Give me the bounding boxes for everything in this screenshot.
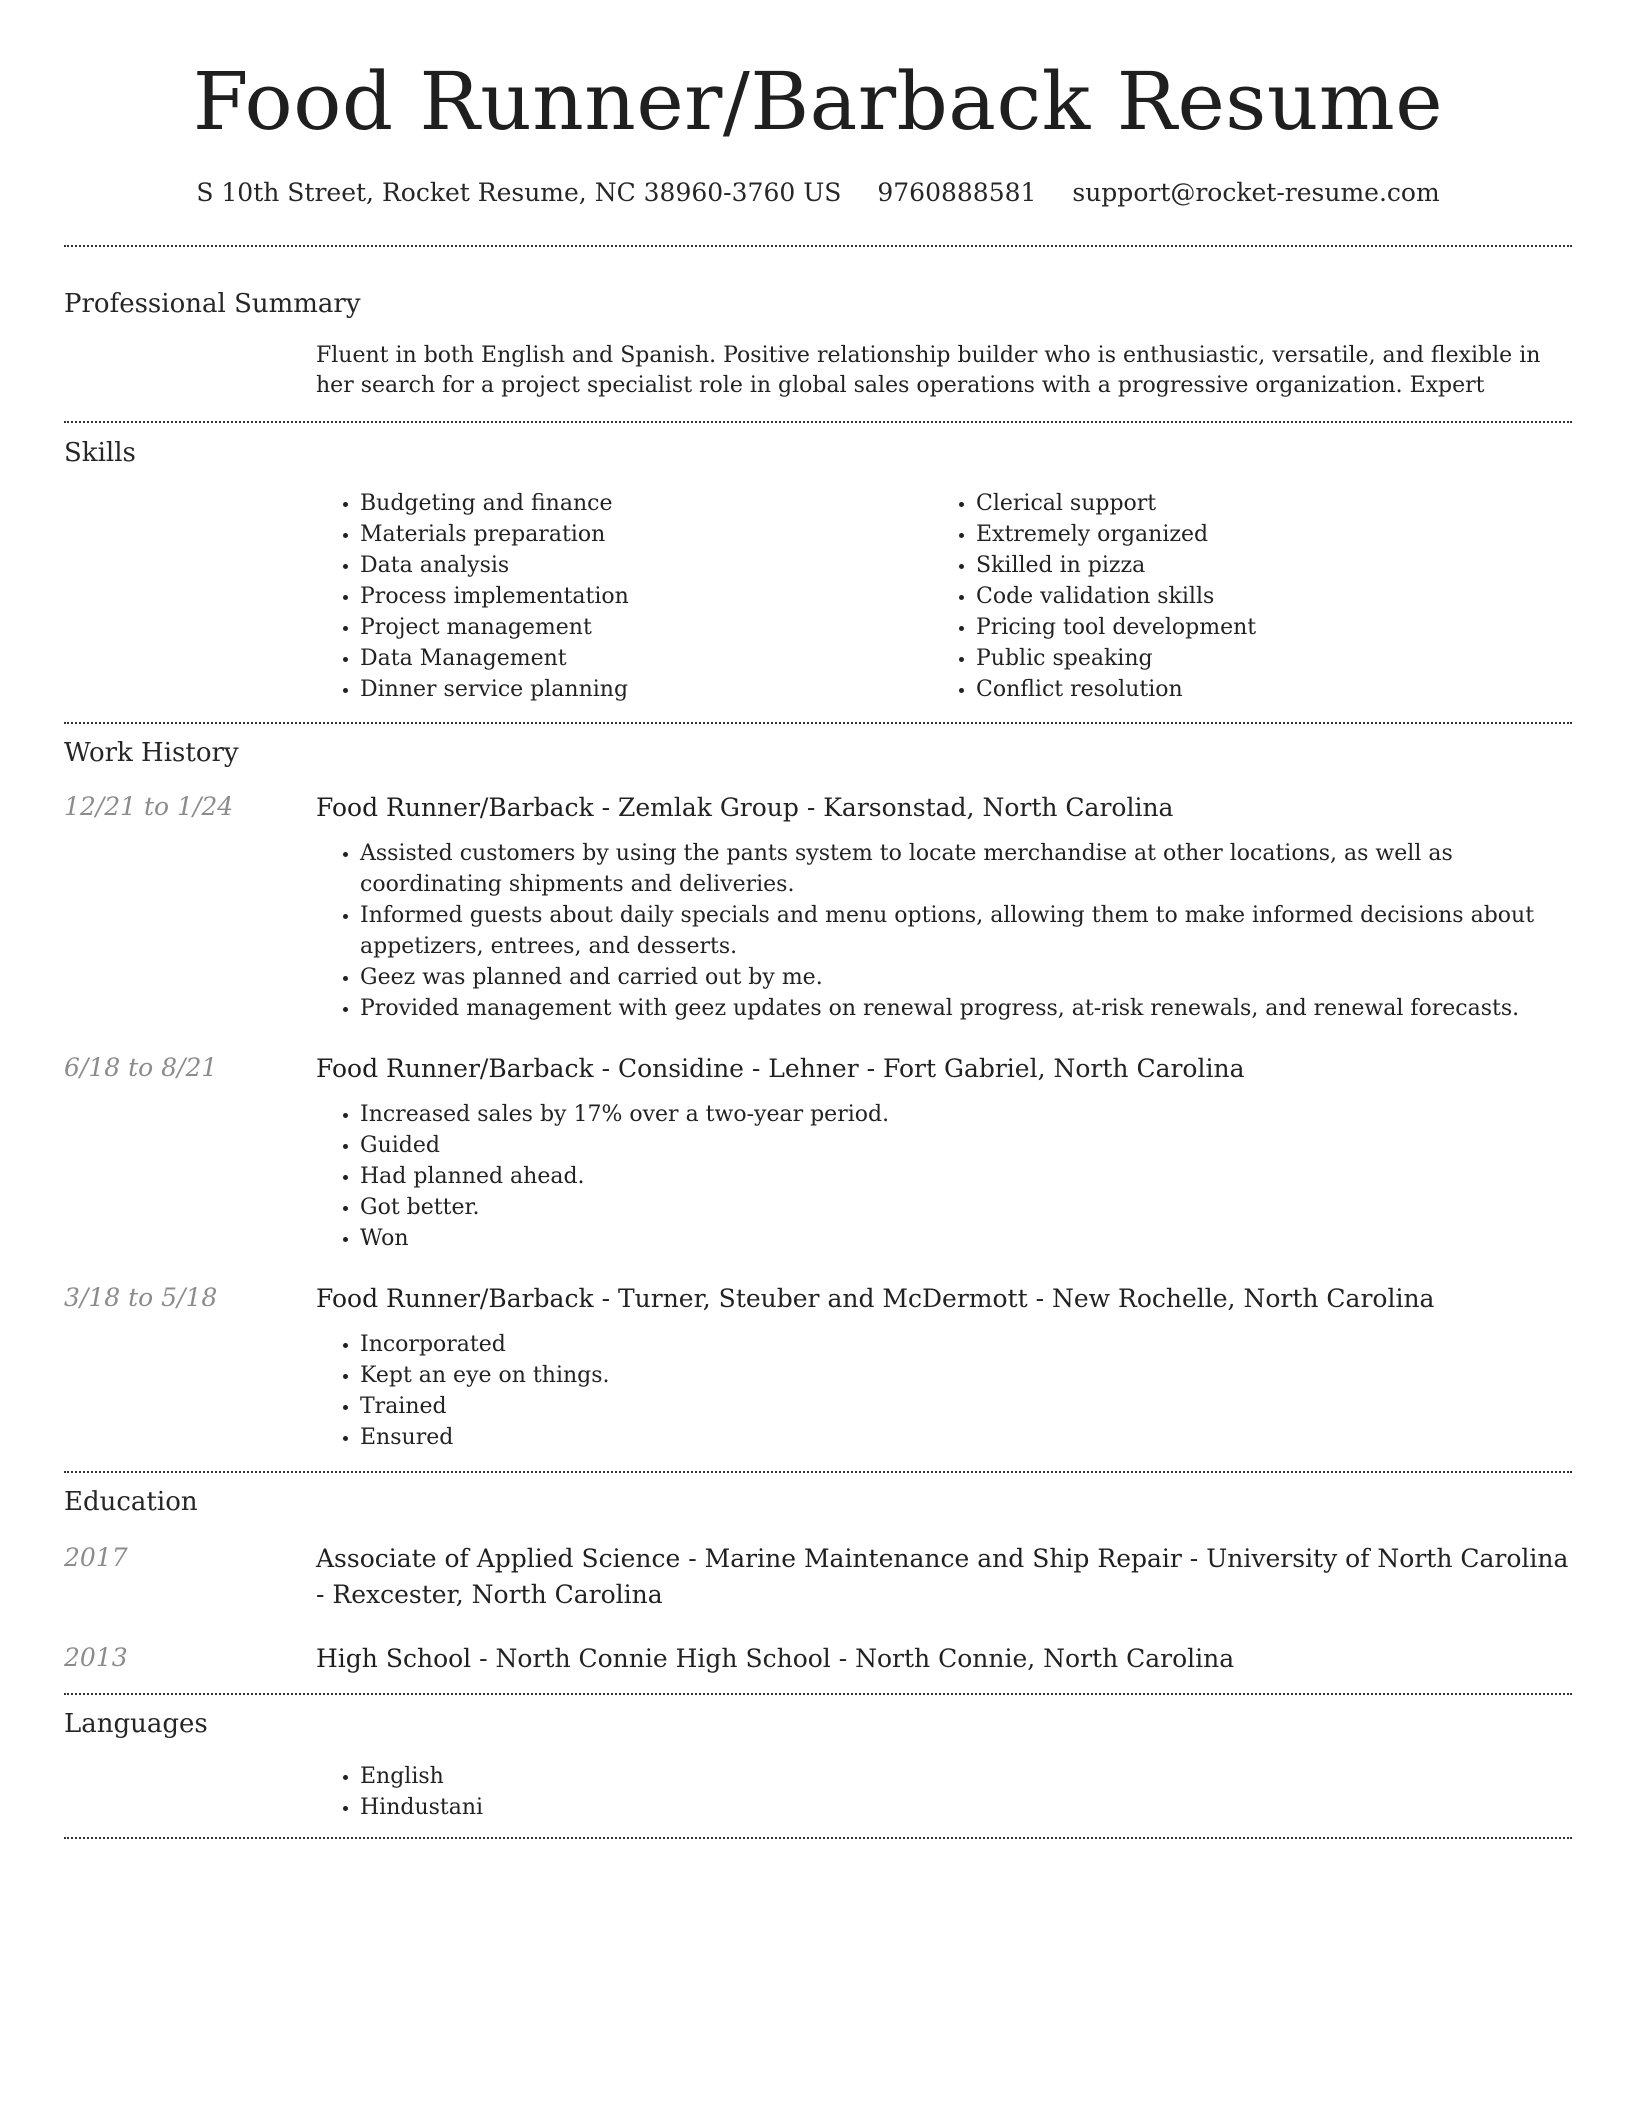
work-bullets <box>316 838 1572 1024</box>
education-entry-body <box>316 1541 1572 1613</box>
languages-list <box>316 1761 1572 1823</box>
work-heading <box>316 1051 1572 1087</box>
skills-columns <box>316 488 1572 705</box>
divider <box>64 1837 1572 1839</box>
education-entry <box>64 1541 1572 1613</box>
contact-line <box>64 177 1572 209</box>
work-entry-body <box>316 790 1572 1024</box>
skill-item: • Process implementation <box>360 581 932 612</box>
work-bullet: • Got better. <box>360 1192 1572 1223</box>
work-dates: 6/18 to 8/21 <box>64 1053 218 1082</box>
work-bullet: • Won <box>360 1223 1572 1254</box>
summary-section <box>64 287 1572 401</box>
resume-page <box>64 0 1572 1839</box>
education-heading <box>316 1541 1572 1613</box>
skills-list-right <box>932 488 1548 705</box>
skill-item: • Materials preparation <box>360 519 932 550</box>
section-heading-education: Education <box>64 1487 198 1517</box>
work-bullet: • Trained <box>360 1391 1572 1422</box>
education-section <box>64 1485 1572 1677</box>
work-bullet: • Ensured <box>360 1422 1572 1453</box>
skill-item: • Extremely organized <box>976 519 1548 550</box>
skill-item: • Conflict resolution <box>976 674 1548 705</box>
skill-item: • Pricing tool development <box>976 612 1548 643</box>
work-dates: 3/18 to 5/18 <box>64 1283 218 1312</box>
education-entry-body <box>316 1641 1572 1677</box>
work-bullet: • Had planned ahead. <box>360 1161 1572 1192</box>
skills-list-left <box>316 488 932 705</box>
work-dates: 12/21 to 1/24 <box>64 792 234 821</box>
summary-text: Fluent in both English and Spanish. Positive relationship builder who is enthusiastic, versatile, and flexible in her search for a project specialist role in global sales operations with a progressive organization. Expert <box>316 343 1541 398</box>
job-company-location: - Considine - Lehner - Fort Gabriel, North Carolina <box>593 1054 1245 1083</box>
skill-item: • Project management <box>360 612 932 643</box>
divider <box>64 421 1572 423</box>
work-bullets <box>316 1329 1572 1453</box>
work-bullet: • Provided management with geez updates on renewal progress, at-risk renewals, and renewal forecasts. <box>360 993 1572 1024</box>
divider <box>64 245 1572 247</box>
work-bullet: • Incorporated <box>360 1329 1572 1360</box>
work-entry <box>64 1051 1572 1254</box>
skill-item: • Data analysis <box>360 550 932 581</box>
education-year: 2017 <box>64 1543 128 1572</box>
school-location: - University of North Carolina - Rexcester, North Carolina <box>316 1544 1569 1609</box>
section-heading-skills: Skills <box>64 438 136 468</box>
work-entry-body <box>316 1051 1572 1254</box>
contact-phone: 9760888581 <box>877 178 1037 207</box>
resume-title: Food Runner/Barback Resume <box>192 55 1444 148</box>
work-heading <box>316 1281 1572 1317</box>
work-bullet: • Kept an eye on things. <box>360 1360 1572 1391</box>
job-company-location: - Turner, Steuber and McDermott - New Rochelle, North Carolina <box>593 1284 1435 1313</box>
skill-item: • Clerical support <box>976 488 1548 519</box>
degree: High School <box>316 1644 472 1673</box>
skill-item: • Budgeting and finance <box>360 488 932 519</box>
work-bullet: • Guided <box>360 1130 1572 1161</box>
skill-item: • Dinner service planning <box>360 674 932 705</box>
work-entry <box>64 1281 1572 1453</box>
section-heading-languages: Languages <box>64 1709 208 1739</box>
skill-item: • Code validation skills <box>976 581 1548 612</box>
work-history-section <box>64 736 1572 1453</box>
language-item: • English <box>360 1761 1572 1792</box>
education-entry <box>64 1641 1572 1677</box>
job-title: Food Runner/Barback <box>316 1284 594 1313</box>
work-heading <box>316 790 1572 826</box>
contact-email: support@rocket-resume.com <box>1072 178 1440 207</box>
school-location: - North Connie High School - North Connie, North Carolina <box>471 1644 1235 1673</box>
skill-item: • Public speaking <box>976 643 1548 674</box>
work-entry-body <box>316 1281 1572 1453</box>
skill-item: • Skilled in pizza <box>976 550 1548 581</box>
skill-item: • Data Management <box>360 643 932 674</box>
languages-section <box>64 1707 1572 1823</box>
language-item: • Hindustani <box>360 1792 1572 1823</box>
education-year: 2013 <box>64 1643 128 1672</box>
divider <box>64 722 1572 724</box>
job-title: Food Runner/Barback <box>316 1054 594 1083</box>
degree: Associate of Applied Science - Marine Maintenance and Ship Repair <box>316 1544 1182 1573</box>
work-bullet: • Assisted customers by using the pants system to locate merchandise at other locations, as well as coordinating shipments and deliveries. <box>360 838 1572 900</box>
work-bullet: • Geez was planned and carried out by me. <box>360 962 1572 993</box>
education-heading <box>316 1641 1572 1677</box>
section-heading-work-history: Work History <box>64 738 239 768</box>
divider <box>64 1693 1572 1695</box>
divider <box>64 1471 1572 1473</box>
work-bullet: • Increased sales by 17% over a two-year period. <box>360 1099 1572 1130</box>
work-bullet: • Informed guests about daily specials and menu options, allowing them to make informed decisions about appetizers, entrees, and desserts. <box>360 900 1572 962</box>
job-title: Food Runner/Barback <box>316 793 594 822</box>
work-entry <box>64 790 1572 1024</box>
contact-address: S 10th Street, Rocket Resume, NC 38960-3760 US <box>196 178 842 207</box>
section-heading-summary: Professional Summary <box>64 289 361 319</box>
skills-section <box>64 436 1572 705</box>
work-bullets <box>316 1099 1572 1254</box>
job-company-location: - Zemlak Group - Karsonstad, North Carolina <box>593 793 1174 822</box>
